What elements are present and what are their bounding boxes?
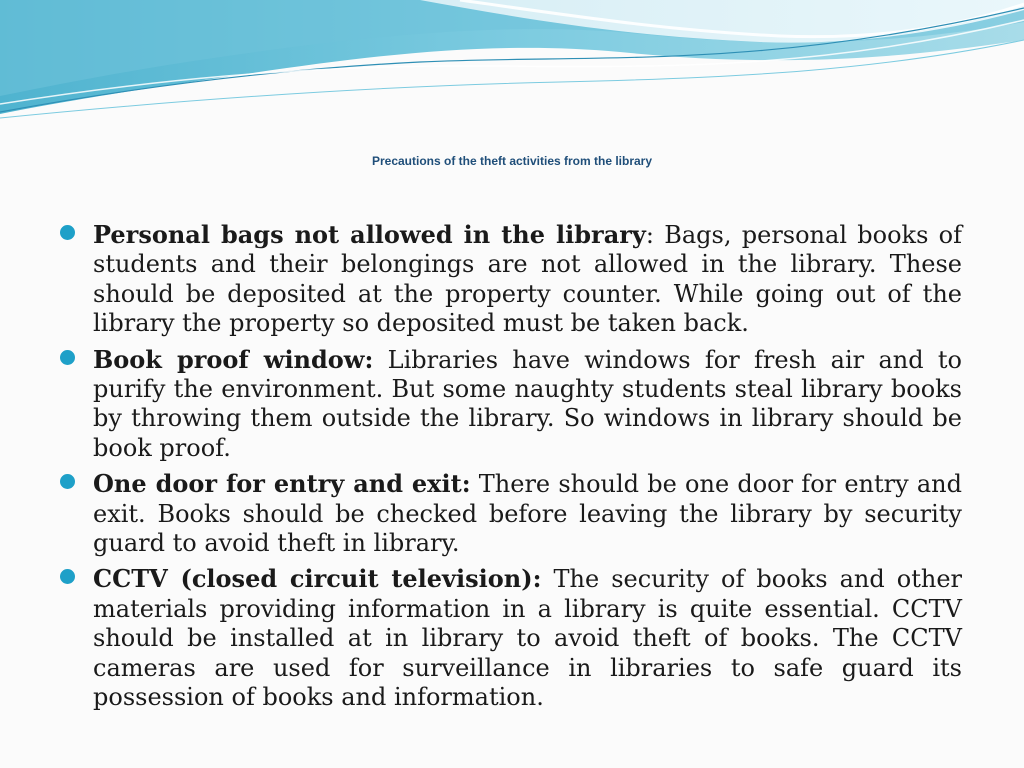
list-item (60, 564, 962, 712)
bullet-icon (60, 474, 75, 489)
bullet-icon (60, 350, 75, 365)
wave-banner-decoration (0, 0, 1024, 120)
list-item (60, 469, 962, 558)
bullet-list (60, 220, 962, 719)
bullet-icon (60, 225, 75, 240)
bullet-icon (60, 569, 75, 584)
slide-title: Precautions of the theft activities from the library (371, 154, 653, 168)
list-item (60, 220, 962, 339)
item-text: Libraries have windows for fresh air and to purify the environment. But some naughty students steal library books by throwing them outside the library. So windows in library should be book proof. (93, 345, 962, 462)
item-heading: Book proof window: (93, 344, 374, 374)
list-item (60, 345, 962, 464)
item-text: There should be one door for entry and exit. Books should be checked before leaving the library by security guard to avoid theft in library. (93, 470, 962, 558)
item-separator: : (645, 221, 654, 249)
item-heading: Personal bags not allowed in the library (93, 220, 646, 249)
item-heading: One door for entry and exit: (93, 469, 471, 499)
item-text: The security of books and other materials providing information in a library is quite essential. CCTV should be installed at in library to avoid theft of books. The CCTV cameras are used for surveillance in libraries to safe guard its possession of books and information. (93, 565, 962, 712)
item-heading: CCTV (closed circuit television): (93, 564, 542, 594)
item-text: Bags, personal books of students and their belongings are not allowed in the library. These should be deposited at the property counter. While going out of the library the property so deposited must be taken back. (93, 221, 963, 338)
